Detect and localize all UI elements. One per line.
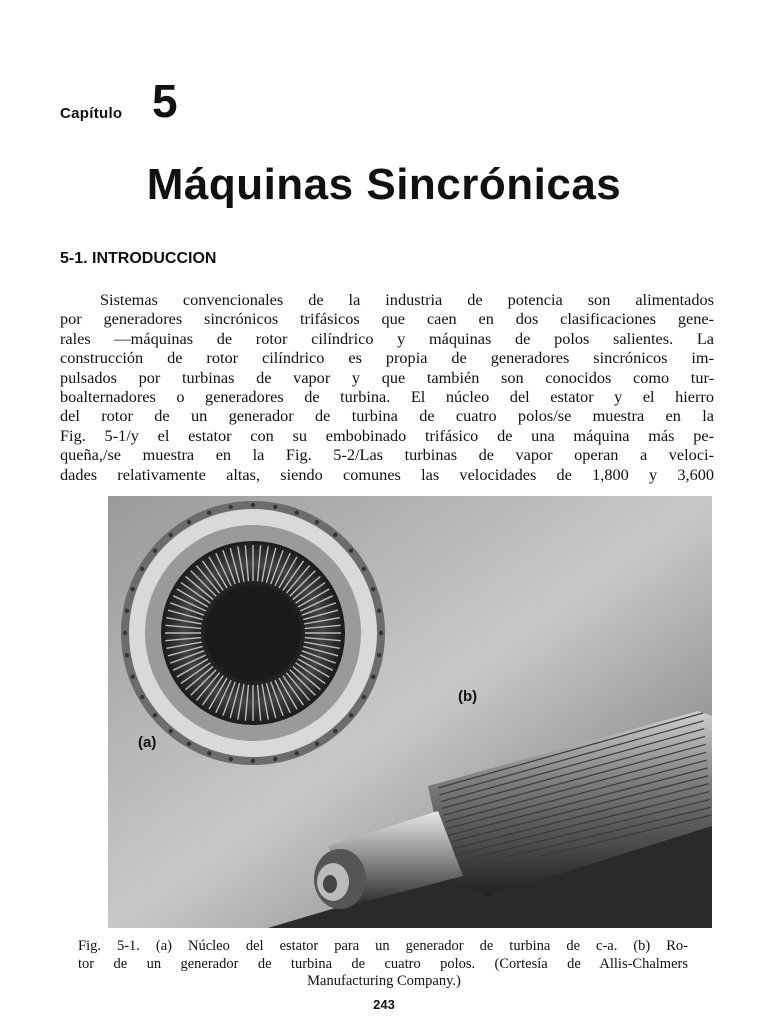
caption-line: Manufacturing Company.) (307, 973, 461, 989)
figure-label-a: (a) (138, 734, 157, 751)
body-line: Fig. 5-1/y el estator con su embobinado trifásico de una máquina más pe- (60, 425, 714, 445)
body-line: dades relativamente altas, siendo comunes las velocidades de 1,800 y 3,600 (60, 464, 714, 484)
figure-label-b: (b) (458, 688, 478, 705)
chapter-number: 5 (152, 75, 178, 127)
body-line: pulsados por turbinas de vapor y que también son conocidos como tur- (60, 367, 714, 387)
page-number: 243 (373, 997, 395, 1012)
body-line: del rotor de un generador de turbina de cuatro polos/se muestra en la (60, 406, 714, 426)
body-line: boalternadores o generadores de turbina. El núcleo del estator y el hierro (60, 387, 714, 407)
page-title: Máquinas Sincrónicas (146, 160, 622, 209)
body-paragraph (60, 290, 714, 484)
section-heading: 5-1. INTRODUCCION (60, 250, 217, 267)
photo-illustration (108, 496, 712, 928)
body-line: construcción de rotor cilíndrico es propia de generadores sincrónicos im- (60, 348, 714, 368)
body-line: por generadores sincrónicos trifásicos que caen en dos clasificaciones gene- (60, 309, 714, 329)
caption-line: tor de un generador de turbina de cuatro polos. (Cortesía de Allis-Chalmers (78, 955, 688, 972)
body-line: Sistemas convencionales de la industria de potencia son alimentados (100, 290, 714, 309)
figure-caption (78, 938, 688, 973)
body-line: queña,/se muestra en la Fig. 5-2/Las turbinas de vapor operan a veloci- (60, 445, 714, 465)
chapter-label: Capítulo (60, 105, 123, 122)
body-line: rales —máquinas de rotor cilíndrico y máquinas de polos salientes. La (60, 328, 714, 348)
figure-photo (108, 496, 712, 928)
caption-line: Fig. 5-1. (a) Núcleo del estator para un generador de turbina de c-a. (b) Ro- (78, 938, 688, 954)
